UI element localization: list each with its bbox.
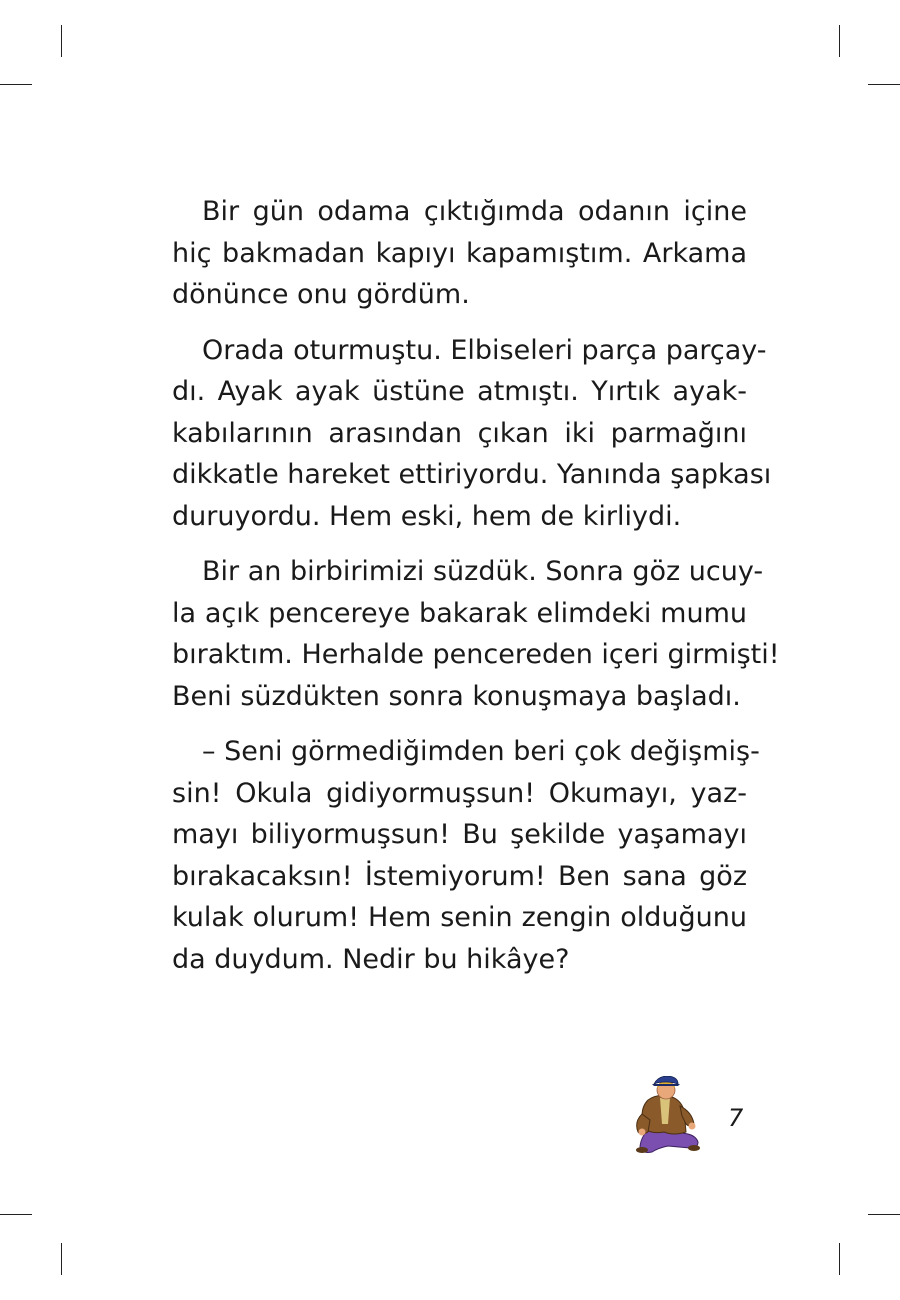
text-line: kulak olurum! Hem senin zengin olduğunu — [172, 902, 747, 933]
text-line: Beni süzdükten sonra konuşmaya başladı. — [172, 680, 741, 712]
crop-mark-bottom-right-vertical — [839, 1243, 840, 1275]
text-line: Bir gün odama çıktığımda odanın içine — [202, 196, 747, 227]
page-number: 7 — [728, 1104, 744, 1132]
crop-mark-bottom-left-vertical — [61, 1243, 62, 1275]
text-line: Orada oturmuştu. Elbiseleri parça parçay- — [202, 334, 767, 366]
text-line: dikkatle hareket ettiriyordu. Yanında şapkası — [172, 459, 772, 490]
body-text — [172, 191, 780, 994]
text-line: hiç bakmadan kapıyı kapamıştım. Arkama — [172, 237, 747, 269]
paragraph — [172, 191, 747, 316]
text-line: dönünce onu gördüm. — [172, 279, 470, 310]
seated-boy-with-cap-icon — [628, 1076, 702, 1154]
text-line: duruyordu. Hem eski, hem de kirliydi. — [172, 500, 682, 532]
text-line: sin! Okula gidiyormuşsun! Okumayı, yaz- — [172, 777, 747, 809]
text-line: la açık pencereye bakarak elimdeki mumu — [172, 597, 747, 629]
paragraph — [172, 731, 760, 980]
text-line: Bir an birbirimizi süzdük. Sonra göz ucuy- — [202, 556, 764, 587]
text-line: mayı biliyormuşsun! Bu şekilde yaşamayı — [172, 819, 747, 850]
text-line: da duydum. Nedir bu hikâye? — [172, 943, 570, 975]
paragraph — [172, 330, 772, 538]
crop-mark-top-right-horizontal — [868, 84, 900, 85]
crop-mark-top-left-vertical — [61, 25, 62, 57]
text-line: – Seni görmediğimden beri çok değişmiş- — [202, 736, 760, 767]
crop-mark-bottom-right-horizontal — [868, 1214, 900, 1215]
crop-mark-top-left-horizontal — [0, 84, 32, 85]
paragraph — [172, 551, 780, 717]
text-line: bıraktım. Herhalde pencereden içeri girmişti! — [172, 639, 780, 670]
crop-mark-top-right-vertical — [839, 25, 840, 57]
text-line: kabılarının arasından çıkan iki parmağını — [172, 417, 747, 449]
crop-mark-bottom-left-horizontal — [0, 1214, 32, 1215]
text-line: bırakacaksın! İstemiyorum! Ben sana göz — [172, 860, 747, 892]
text-line: dı. Ayak ayak üstüne atmıştı. Yırtık ayak- — [172, 376, 747, 407]
